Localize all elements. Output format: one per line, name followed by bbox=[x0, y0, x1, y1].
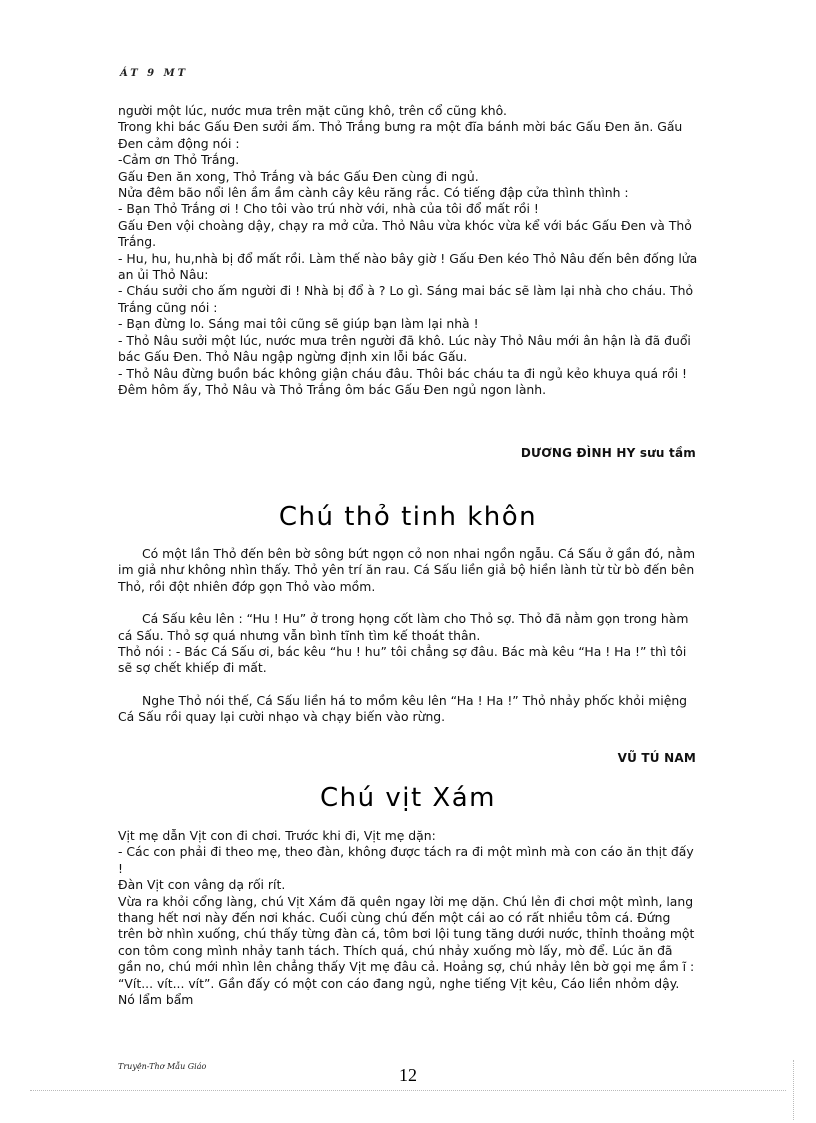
paragraph: Cá Sấu kêu lên : “Hu ! Hu” ở trong họng cốt làm cho Thỏ sợ. Thỏ đã nằm gọn trong hàm cá Sấu. Thỏ sợ quá nhưng vẫn bình tĩnh tìm kế thoát thân. bbox=[118, 611, 689, 643]
paragraph: -Cảm ơn Thỏ Trắng. bbox=[118, 152, 240, 168]
paragraph: - Thỏ Nâu đừng buồn bác không giận cháu đâu. Thôi bác cháu ta đi ngủ kẻo khuya quá rồi ! bbox=[118, 365, 688, 381]
paragraph: - Cháu sưởi cho ấm người đi ! Nhà bị đổ à ? Lo gì. Sáng mai bác sẽ làm lại nhà cho cháu. Thỏ Trắng cũng nói : bbox=[118, 283, 694, 315]
paragraph: Vịt mẹ dẫn Vịt con đi chơi. Trước khi đi, Vịt mẹ dặn: bbox=[118, 828, 436, 843]
paragraph: - Thỏ Nâu sưởi một lúc, nước mưa trên người đã khô. Lúc này Thỏ Nâu mới ân hận là đã đuổi bác Gấu Đen. Thỏ Nâu ngập ngừng định xin lỗi bác Gấu. bbox=[118, 332, 691, 365]
paragraph: người một lúc, nước mưa trên mặt cũng khô, trên cổ cũng khô. bbox=[118, 103, 507, 118]
paragraph: - Hu, hu, hu,nhà bị đổ mất rồi. Làm thế nào bây giờ ! Gấu Đen kéo Thỏ Nâu đến bên đống lửa an ủi Thỏ Nâu: bbox=[118, 250, 698, 283]
story-chu-tho-text bbox=[118, 546, 698, 726]
paragraph: Đêm hôm ấy, Thỏ Nâu và Thỏ Trắng ôm bác Gấu Đen ngủ ngon lành. bbox=[118, 381, 547, 397]
paragraph: - Bạn đừng lo. Sáng mai tôi cũng sẽ giúp bạn làm lại nhà ! bbox=[118, 316, 479, 332]
paragraph: Vừa ra khỏi cổng làng, chú Vịt Xám đã quên ngay lời mẹ dặn. Chú lẻn đi chơi một mình, lang thang hết nơi này đến nơi khác. Cuối cùng chú đến một cái ao có rất nhiều tôm cá. Đứng trên bờ nhìn xuống, chú thấy từng đàn cá, tôm bơi lội tung tăng dưới nước, thỉnh thoảng một con tôm cong mình nhảy tanh tách. Thích quá, chú nhảy xuống mò lấy, mò để. Lúc ăn đã gần no, chú mới nhìn lên chẳng thấy Vịt mẹ đâu cả. Hoảng sợ, chú nhảy lên bờ gọi mẹ ầm ĩ : “Vít... vít... vít”. Gần đấy có một con cáo đang ngủ, nghe tiếng Vịt kêu, Cáo liền nhỏm dậy. Nó lẩm bẩm bbox=[118, 893, 695, 1008]
paragraph: Nghe Thỏ nói thế, Cá Sấu liền há to mồm kêu lên “Ha ! Ha !” Thỏ nhảy phốc khỏi miệng Cá Sấu rồi quay lại cười nhạo và chạy biến vào rừng. bbox=[118, 692, 688, 725]
paragraph: - Bạn Thỏ Trắng ơi ! Cho tôi vào trú nhờ với, nhà của tôi đổ mất rồi ! bbox=[118, 201, 539, 217]
page-number: 12 bbox=[399, 1065, 417, 1085]
paragraph: Gấu Đen ăn xong, Thỏ Trắng và bác Gấu Đen cùng đi ngủ. bbox=[118, 168, 479, 184]
page-boundary-side bbox=[793, 1060, 794, 1120]
footer-source: Truyện-Thơ Mẫu Giáo bbox=[118, 1062, 207, 1071]
paragraph: Trong khi bác Gấu Đen sưởi ấm. Thỏ Trắng bưng ra một đĩa bánh mời bác Gấu Đen ăn. Gấu Đen cảm động nói : bbox=[118, 119, 683, 151]
paragraph: Nửa đêm bão nổi lên ầm ầm cành cây kêu răng rắc. Có tiếng đập cửa thình thình : bbox=[118, 185, 629, 201]
story-title-chu-tho: Chú thỏ tinh khôn bbox=[278, 502, 538, 532]
story-title-vit-xam: Chú vịt Xám bbox=[319, 783, 497, 813]
paragraph: Thỏ nói : - Bác Cá Sấu ơi, bác kêu “hu ! hu” tôi chẳng sợ đâu. Bác mà kêu “Ha ! Ha !” thì tôi sẽ sợ chết khiếp đi mất. bbox=[118, 644, 687, 676]
paragraph: - Các con phải đi theo mẹ, theo đàn, không được tách ra đi một mình mà con cáo ăn thịt đấy ! bbox=[118, 844, 694, 876]
running-header: ÁT 9 MT bbox=[120, 68, 189, 79]
story-vit-xam-text bbox=[118, 828, 698, 1008]
paragraph: Có một lần Thỏ đến bên bờ sông bứt ngọn cỏ non nhai ngồn ngẫu. Cá Sấu ở gần đó, nằm im giả như không nhìn thấy. Thỏ yên trí ăn rau. Cá Sấu liền giả bộ hiền lành từ từ bò đến bên Thỏ, rồi đột nhiên đớp gọn Thỏ vào mồm. bbox=[118, 546, 696, 594]
story-gau-den-author: DƯƠNG ĐÌNH HY sưu tầm bbox=[520, 446, 696, 460]
paragraph: Đàn Vịt con vâng dạ rối rít. bbox=[118, 877, 286, 893]
story-chu-tho-author: VŨ TÚ NAM bbox=[617, 751, 696, 765]
page-boundary-line bbox=[30, 1090, 786, 1091]
story-gau-den-text bbox=[118, 103, 698, 398]
paragraph: Gấu Đen vội choàng dậy, chạy ra mở cửa. Thỏ Nâu vừa khóc vừa kể với bác Gấu Đen và Thỏ Trắng. bbox=[118, 217, 692, 250]
